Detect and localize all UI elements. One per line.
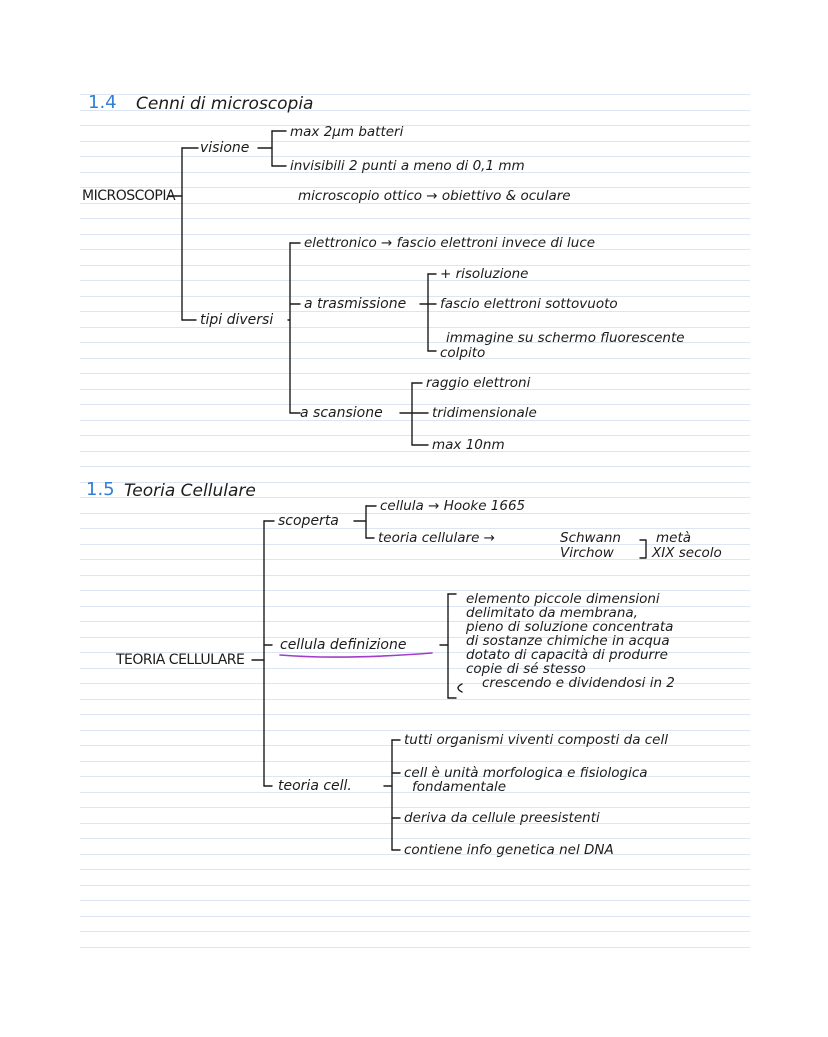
teoria-cell-item: contiene info genetica nel DNA bbox=[404, 842, 614, 858]
scoperta-item: teoria cellulare → bbox=[378, 530, 495, 546]
scoperta-name: Schwann bbox=[560, 530, 621, 546]
teoria-cell-item: cell è unità morfologica e fisiologica bbox=[404, 765, 648, 781]
definizione-line: elemento piccole dimensioni bbox=[466, 591, 660, 607]
teoria-cell-node: teoria cell. bbox=[278, 778, 352, 794]
section-title: Cenni di microscopia bbox=[136, 94, 314, 114]
visione-item: invisibili 2 punti a meno di 0,1 mm bbox=[290, 158, 525, 174]
section-number: 1.5 bbox=[86, 479, 115, 500]
root-node: TEORIA CELLULARE bbox=[116, 652, 245, 668]
definizione-line: dotato di capacità di produrre bbox=[466, 647, 668, 663]
scoperta-node: scoperta bbox=[278, 513, 339, 529]
definizione-line: di sostanze chimiche in acqua bbox=[466, 633, 670, 649]
section-title: Teoria Cellulare bbox=[124, 481, 256, 501]
definizione-line: copie di sé stesso bbox=[466, 661, 586, 677]
trasmissione-item: colpito bbox=[440, 345, 486, 361]
visione-node: visione bbox=[200, 140, 250, 156]
scansione-item: raggio elettroni bbox=[426, 375, 531, 391]
trasmissione-item: + risoluzione bbox=[440, 266, 529, 282]
scansione-node: a scansione bbox=[300, 405, 383, 421]
trasmissione-node: a trasmissione bbox=[304, 296, 407, 312]
trasmissione-item: fascio elettroni sottovuoto bbox=[440, 296, 618, 312]
definizione-line: delimitato da membrana, bbox=[466, 605, 638, 621]
trasmissione-item: immagine su schermo fluorescente bbox=[446, 330, 685, 346]
scoperta-name: Virchow bbox=[560, 545, 614, 561]
scansione-item: tridimensionale bbox=[432, 405, 537, 421]
visione-item: max 2µm batteri bbox=[290, 124, 404, 140]
scoperta-period: XIX secolo bbox=[652, 545, 722, 561]
definizione-node: cellula definizione bbox=[280, 637, 407, 653]
definizione-line: pieno di soluzione concentrata bbox=[466, 619, 674, 635]
tipi-node: tipi diversi bbox=[200, 312, 274, 328]
teoria-cell-item: deriva da cellule preesistenti bbox=[404, 810, 600, 826]
definizione-line: crescendo e dividendosi in 2 bbox=[482, 675, 675, 691]
scansione-item: max 10nm bbox=[432, 437, 505, 453]
scoperta-period: metà bbox=[656, 530, 692, 546]
teoria-cell-item: fondamentale bbox=[412, 779, 507, 795]
scoperta-item: cellula → Hooke 1665 bbox=[380, 498, 526, 514]
elettronico-node: elettronico → fascio elettroni invece di luce bbox=[304, 235, 596, 251]
root-node: MICROSCOPIA bbox=[82, 188, 176, 204]
teoria-cell-item: tutti organismi viventi composti da cell bbox=[404, 732, 668, 748]
ottico-node: microscopio ottico → obiettivo & oculare bbox=[298, 188, 571, 204]
section-number: 1.4 bbox=[88, 92, 117, 113]
